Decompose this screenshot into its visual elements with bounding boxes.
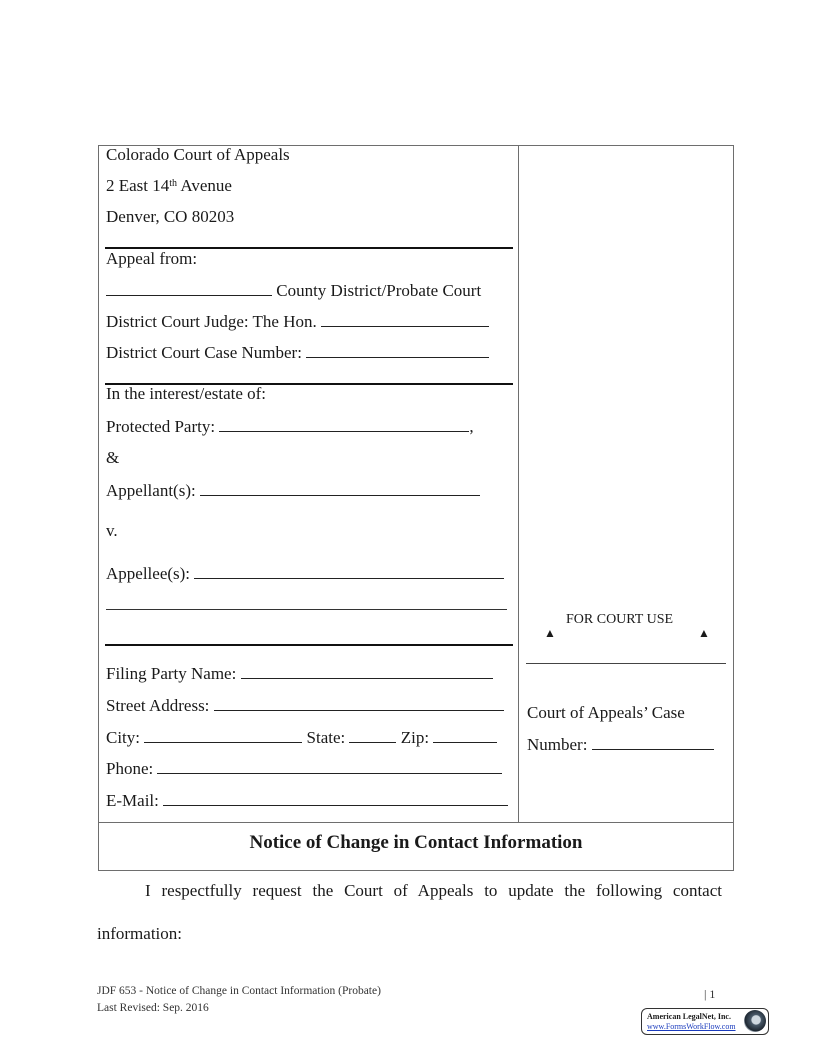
city-state-zip-row [106, 727, 497, 748]
email-field[interactable] [163, 790, 508, 806]
appeals-case-label: Court of Appeals’ Case [527, 703, 685, 722]
section-divider [105, 644, 513, 646]
street-label: Street Address: [106, 696, 214, 715]
body-text-line1: I respectfully request the Court of Appeals to update the following contact [145, 881, 722, 900]
filing-name-row [106, 663, 493, 684]
logo-company-name: American LegalNet, Inc. [647, 1012, 731, 1021]
court-address-line2: Denver, CO 80203 [106, 207, 235, 226]
court-address-line1 [106, 176, 232, 196]
email-label: E-Mail: [106, 791, 164, 810]
protected-party-label: Protected Party: [106, 417, 220, 436]
street-field[interactable] [214, 695, 504, 711]
ampersand: & [106, 448, 120, 467]
ordinal-suffix: th [169, 178, 178, 189]
court-use-text: FOR COURT USE [566, 612, 674, 627]
appellees-field[interactable] [194, 563, 504, 579]
appeals-case-number-field[interactable] [592, 734, 714, 750]
judge-field[interactable] [321, 311, 489, 327]
footer-form-id: JDF 653 - Notice of Change in Contact Information (Probate) [97, 985, 381, 997]
zip-field[interactable] [433, 727, 497, 743]
appellants-field[interactable] [200, 480, 480, 496]
body-text-line2: information: [97, 924, 182, 943]
address-street-name: Avenue [177, 176, 232, 195]
city-field[interactable] [144, 727, 302, 743]
arrow-up-right-icon: ▲ [698, 626, 710, 640]
county-field[interactable] [106, 280, 272, 296]
appeals-case-number-label: Number: [527, 735, 592, 754]
globe-icon [744, 1010, 766, 1032]
district-case-label: District Court Case Number: [106, 343, 307, 362]
zip-label: Zip: [396, 728, 434, 747]
judge-row [106, 311, 489, 332]
district-case-field[interactable] [306, 342, 489, 358]
city-label: City: [106, 728, 145, 747]
district-case-row [106, 342, 489, 363]
appeal-county-row [106, 280, 481, 301]
state-field[interactable] [349, 727, 396, 743]
logo-website-link[interactable]: www.FormsWorkFlow.com [647, 1022, 736, 1031]
phone-row [106, 758, 502, 779]
appellees-label: Appellee(s): [106, 564, 195, 583]
appellants-label: Appellant(s): [106, 481, 200, 500]
title-row-divider [98, 822, 734, 823]
filing-name-field[interactable] [241, 663, 493, 679]
phone-label: Phone: [106, 759, 158, 778]
filing-name-label: Filing Party Name: [106, 664, 241, 683]
american-legalnet-logo[interactable] [641, 1008, 769, 1035]
protected-party-field[interactable] [219, 416, 469, 432]
email-row [106, 790, 508, 811]
column-divider [518, 145, 519, 822]
phone-field[interactable] [157, 758, 502, 774]
versus: v. [106, 521, 118, 540]
document-title: Notice of Change in Contact Information [249, 832, 583, 853]
parties-heading: In the interest/estate of: [106, 384, 267, 403]
appellants-row [106, 480, 480, 501]
arrow-up-left-icon: ▲ [544, 626, 556, 640]
address-street-number: 2 East 14 [106, 176, 170, 195]
appeals-case-row [527, 734, 714, 755]
protected-party-row [106, 416, 474, 437]
protected-party-comma: , [469, 417, 474, 436]
court-name: Colorado Court of Appeals [106, 145, 290, 164]
appellees-extra-field[interactable] [106, 609, 507, 610]
court-use-field[interactable] [526, 663, 726, 664]
appeal-heading: Appeal from: [106, 249, 198, 268]
state-label: State: [302, 728, 350, 747]
footer-revised: Last Revised: Sep. 2016 [97, 1002, 209, 1014]
county-court-label: County District/Probate Court [272, 281, 482, 300]
appellees-row [106, 563, 504, 584]
street-row [106, 695, 504, 716]
judge-label: District Court Judge: The Hon. [106, 312, 321, 331]
page-number: | 1 [704, 987, 716, 1001]
